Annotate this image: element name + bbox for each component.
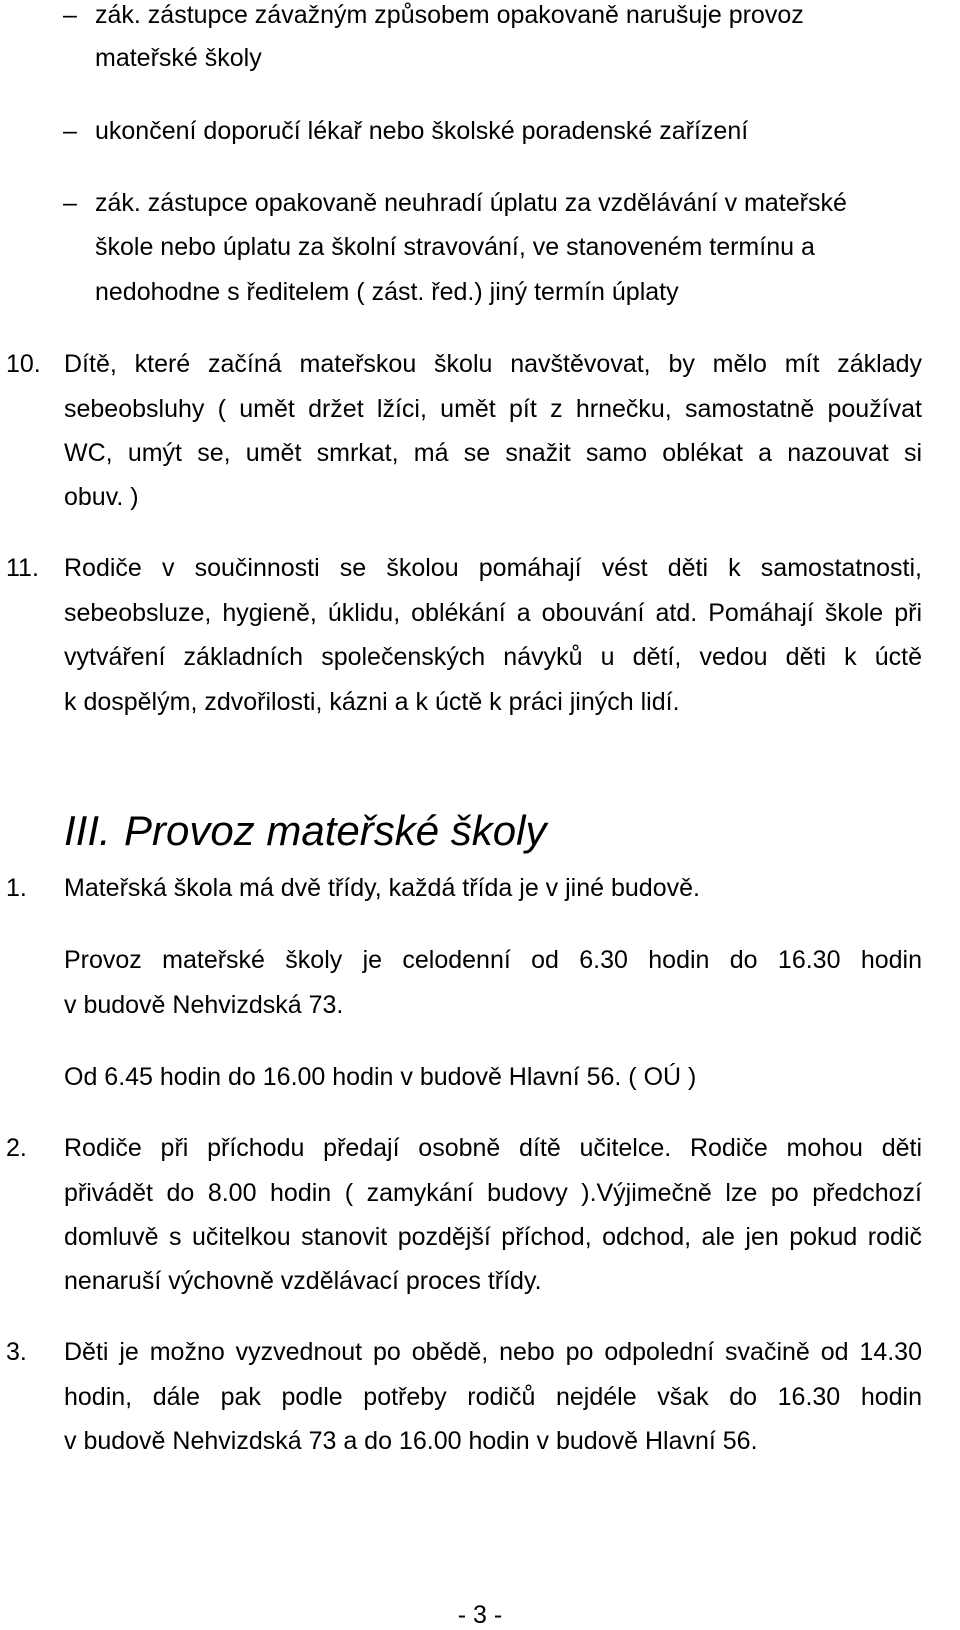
item-10-line-2: sebeobsluhy ( umět držet lžíci, umět pít z hrnečku, samostatně používat bbox=[64, 395, 922, 423]
item-10-line-3: WC, umýt se, umět smrkat, má se snažit samo oblékat a nazouvat si bbox=[64, 439, 922, 467]
section-item-2-line-1: Rodiče při příchodu předají osobně dítě učitelce. Rodiče mohou děti bbox=[64, 1134, 922, 1162]
section-item-1-number: 1. bbox=[6, 874, 27, 902]
section-roman-numeral: III. bbox=[64, 807, 111, 854]
bullet-3-line-1: zák. zástupce opakovaně neuhradí úplatu za vzdělávání v mateřské bbox=[95, 189, 847, 217]
bullet-3-line-3: nedohodne s ředitelem ( zást. řed.) jiný termín úplaty bbox=[95, 278, 679, 306]
section-item-3-line-1: Děti je možno vyzvednout po obědě, nebo po odpolední svačině od 14.30 bbox=[64, 1338, 922, 1366]
section-item-2-line-3: domluvě s učitelkou stanovit pozdější příchod, odchod, ale jen pokud rodič bbox=[64, 1223, 922, 1251]
item-11-number: 11. bbox=[6, 554, 39, 582]
section-item-2-line-2: přivádět do 8.00 hodin ( zamykání budovy ).Výjimečně lze po předchozí bbox=[64, 1179, 922, 1207]
dash-bullet: – bbox=[63, 189, 77, 217]
dash-bullet: – bbox=[63, 117, 77, 145]
bullet-2-line-1: ukončení doporučí lékař nebo školské poradenské zařízení bbox=[95, 117, 749, 145]
item-11-line-1: Rodiče v součinnosti se školou pomáhají vést děti k samostatnosti, bbox=[64, 554, 922, 582]
item-10-number: 10. bbox=[6, 350, 41, 378]
dash-bullet: – bbox=[63, 1, 77, 29]
section-item-3-number: 3. bbox=[6, 1338, 27, 1366]
section-item-3-line-3: v budově Nehvizdská 73 a do 16.00 hodin v budově Hlavní 56. bbox=[64, 1427, 758, 1455]
section-item-1-line-1: Mateřská škola má dvě třídy, každá třída je v jiné budově. bbox=[64, 874, 700, 902]
section-item-3-line-2: hodin, dále pak podle potřeby rodičů nejdéle však do 16.30 hodin bbox=[64, 1383, 922, 1411]
item-11-line-2: sebeobsluze, hygieně, úklidu, oblékání a obouvání atd. Pomáhají škole při bbox=[64, 599, 922, 627]
item-10-line-4: obuv. ) bbox=[64, 483, 139, 511]
page-number: - 3 - bbox=[457, 1601, 503, 1629]
bullet-1-line-1: zák. zástupce závažným způsobem opakovaně narušuje provoz bbox=[95, 1, 804, 29]
item-11-line-3: vytváření základních společenských návyků u dětí, vedou děti k úctě bbox=[64, 643, 922, 671]
section-item-2-number: 2. bbox=[6, 1134, 27, 1162]
hours-hlavni-line: Od 6.45 hodin do 16.00 hodin v budově Hlavní 56. ( OÚ ) bbox=[64, 1063, 697, 1091]
item-10-line-1: Dítě, které začíná mateřskou školu navštěvovat, by mělo mít základy bbox=[64, 350, 922, 378]
item-11-line-4: k dospělým, zdvořilosti, kázni a k úctě k práci jiných lidí. bbox=[64, 688, 680, 716]
hours-line-1: Provoz mateřské školy je celodenní od 6.30 hodin do 16.30 hodin bbox=[64, 946, 922, 974]
bullet-1-line-2: mateřské školy bbox=[95, 44, 262, 72]
hours-line-2: v budově Nehvizdská 73. bbox=[64, 991, 344, 1019]
section-item-2-line-4: nenaruší výchovně vzdělávací proces třídy. bbox=[64, 1267, 542, 1295]
section-title: Provoz mateřské školy bbox=[124, 807, 547, 854]
section-heading bbox=[64, 806, 546, 856]
bullet-3-line-2: škole nebo úplatu za školní stravování, ve stanoveném termínu a bbox=[95, 233, 815, 261]
